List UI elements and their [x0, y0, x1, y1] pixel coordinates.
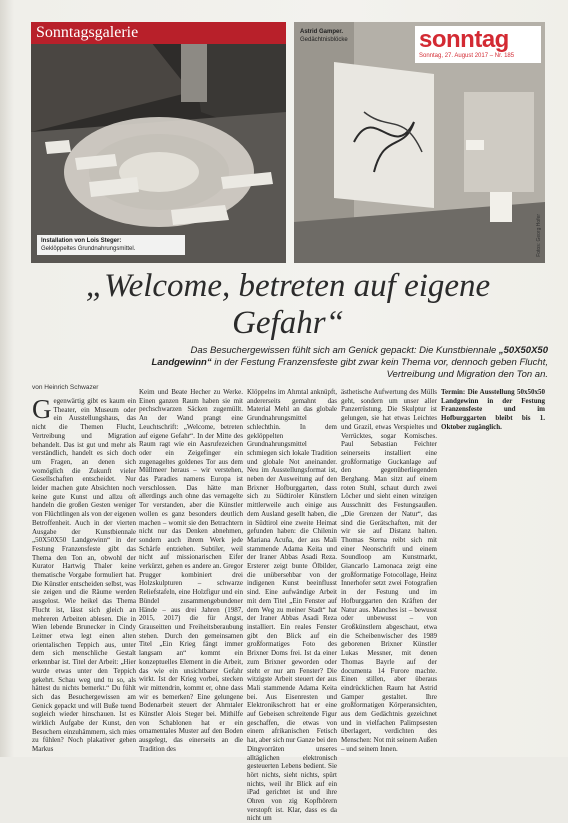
- column-2-text: Keim und Beate Hecher zu Werke. Einen ganzen Raum haben sie mit pechschwarzen Säcken zugemüllt. An der Wand prangt eine Leuchtschrift: „Welcome, betreten auf eigene Gefahr“. In der Mitte des Raum ragt wie ein Aasrufezeichen oder ein Zeigefinger ein zugenageltes goldenes Tor aus dem Müllmeer heraus – wir verstehen, das Paradies namens Europa ist verschlossen. Das hätte man allerdings auch ohne das vernagelte Tor verstanden, aber die Künstler wollen es ganz besonders deutlich machen – womit sie den Betrachtern nicht nur das Denken abnehmen, sondern auch ihrem Werk jede Schärfe entziehen. Subtiler, weil nicht auf missionarischen Eifer verkürzt, gehen es andere an. Gregor Prugger kombiniert drei Holzskulpturen – schwarze Reliefstafeln, eine Holzfigur und ein Bündel zusammengebundener Hände – aus drei Jahren (1987, 2015, 2017) die für Angst, Grauseitten und Freiheitsberaubung stehen. Durch den gemeinsamen Titel „Ein Krieg fängt immer langsam an“ kommt ein konzeptuelles Element in die Arbeit, das wie ein unsichtbarer Gefahr wirkt. Ist der Krieg vorbei, stecken wir mittendrin, kommt er, ohne dass wir es bemerken? Eine gelungene Bodenarbeit steuert der Ahrntaler Künstler Alois Steger bei. Mithilfe von Schablonen hat er ein ornamentales Muster auf den Boden ausgelegt, das einerseits an die Tradition des: [139, 388, 243, 753]
- article-headline: „Welcome, betreten auf eigene Gefahr“: [85, 268, 491, 341]
- article-column-3: [247, 388, 337, 823]
- photo-caption-left: [37, 235, 185, 255]
- article-author: von Heinrich Schwazer: [32, 384, 99, 391]
- floor-installation-image: [31, 22, 286, 263]
- caption-text-right: Gedächtnisblöcke: [300, 37, 348, 43]
- photo-caption-right: [300, 28, 348, 44]
- subhead-lead: Das Besuchergewissen fühlt sich am Genick gepackt: Die Kunstbiennale: [190, 345, 497, 356]
- article-column-1: [32, 394, 136, 757]
- section-tag: Sonntagsgalerie: [31, 22, 286, 44]
- caption-title-left: Installation von Lois Steger:: [41, 238, 122, 244]
- column-3-text: Klöppelns im Ahrntal anknüpft, andererseits gemahnt das Material Mehl an das globale Grundnahrungsmittel schlechthin. In dem geklöppelten Grundnahrungsmittel schmiegen sich lokale Tradition und globale Not aneinander. Neu im Ausstellungsformat ist, neben der Ausweitung auf den Brixner Hofburggarten, dass sich zu Südtiroler Künstlern mittlerweile auch einige aus dem Ausland gesellt haben, die in Südtirol eine zweite Heimat gefunden haben: die Chilenin Mariana Acuña, der aus Mali stammende Adama Keita und der Iraner Abbas Asadi Reza. Ersterer zeigt bunte Ölbilder, die unübersehbar von der indigenen Kunst beeinflusst sind. Eine aufwändige Arbeit mit dem Titel „Ein Fenster auf dem Weg zu meiner Stadt“ hat der Iraner Abbas Asadi Reza installiert. Ein reales Fenster gibt den Blick auf ein großformatiges Foto des Brixner Doms frei. Ist da einer zum Brixner geworden oder steht er nur am Fenster? Die witzigste Arbeit steuert der aus Mali stammende Adama Keita bei. Aus Eisenresten und Elektronikschrott hat er eine auf Gebeisen schreitende Figur geschaffen, die etwas von einem afrikanischen Fetisch hat, aber sich nur Ganze bei den Dingvorräten unseres alltäglichen elektronisch gesteuerten Lebens bedient. Sie hört nichts, sieht nichts, spürt nichts, weil ihr Blick auf ein iPad gerichtet ist und ihre Ohren von zig Kopfhörern verstopft ist. Klar, dass es da nicht um: [247, 388, 337, 823]
- subhead-bold: „50X50X50 Landgewinn“: [151, 345, 548, 368]
- caption-title-right: Astrid Gamper.: [300, 29, 344, 35]
- article-column-5: [441, 388, 545, 748]
- column-4-text: ästhetische Aufwertung des Mülls geht, sondern um unser aller Panzerrüstung. Die Skulptur ist gelungen, sie hat etwas Leichtes und Grazil, etwas Verspieltes und Verrücktes, sogar Komisches. Paul Sebastian Feichter seinerseits installiert eine großformatige Guckanlage auf den gegenüberliegenden Berghang. Man sitzt auf einem roten Stuhl, schaut durch zwei Löcher und sieht einen winzigen Ausschnitt des Festungsaußen. „Die Grenzen der Natur“, das sind die Gerätschaften, mit der wir sie auf Distanz halten. Thomas Sterna reibt sich mit einer Neonschrift und einem Soundloop am Kunstmarkt, Giancarlo Lamonaca zeigt eine großformatige Fotocollage, Heinz Innerhofer setzt zwei Fotografien in der Festung und im Hofburggarten den Kräften der Natur aus. Manches ist – bewusst oder unbewusst – von Großkünstlern abgeschaut, etwa die Scheibenwischer des 1989 geborenen Brixner Künstler Lukas Messner, mit denen Thomas Bayrle auf der documenta 14 Furore machte. Einen stillen, aber überaus eindrücklichen Raum hat Astrid Gamper gestaltet. Ihre großformatigen Körperansichten, aus dem Gedächtnis gezeichnet und in vielfachen Palimpsesten überlagert, verdichten des Menschen: Not mit seinem Außen – und seinem Innen.: [341, 388, 437, 753]
- masthead: [415, 26, 541, 63]
- subhead-rest: in der Festung Franzensfeste gibt zwar kein Thema vor, dennoch geben Flucht, Vertreibung und Migration den Ton an.: [214, 357, 548, 380]
- article-subhead: [150, 345, 548, 381]
- masthead-title: sonntag: [419, 26, 509, 53]
- masthead-date: Sonntag, 27. August 2017 – Nr. 185: [419, 53, 515, 59]
- installation-photo-left: [31, 22, 286, 263]
- drop-cap: G: [32, 394, 52, 424]
- photo-credit: Fotos: Georg Hofer: [536, 214, 542, 257]
- column-1-text: egenwärtig gibt es kaum ein Theater, ein Museum oder ein Ausstellungshaus, das nicht die Themen Flucht, Vertreibung und Migration behandelt. Das ist gut und mehr als verständlich, handelt es sich doch um Fragen, an denen sich womöglich die Zukunft vieler Gesellschaften entscheidet. Nur leider machen gute Absichten noch keine gute Kunst und allzu oft handeln die großen Gesten weniger von Flüchtlingen als von der eigenen Betroffenheit. Auch in der vierten Ausgabe der Kunstbiennale „50X50X50 Landgewinn“ in der Festung Franzensfeste gibt das Thema den Ton an, obwohl der Kurator Hartwig Thaler keine thematische Vorgabe formuliert hat. Die Künstler entscheiden selbst, was sie zeigen und die Räume werden ausgelost. Wie heikel das Thema Flucht ist, lässt sich gleich an mehreren Arbeiten ablesen. Die in Wien lebende Brunecker in Cindy Leitner etwa legt einen alten orientalischen Teppich aus, unter dem sich menschliche Gestalt erkennbar ist. Titel der Arbeit: „Hier wurde etwas unter den Teppich gekehrt. Schau weg und tu so, als hättest du nichts bemerkt.“ Du fühlt sich das Besuchergewissen am Genick gepackt und will Buße tuend sogleich wieder hinschauen. Ist es wirklich Aufgabe der Kunst, den Besuchern einzuhämmern, sich mies zu fühlen? Noch plakativer gehen Markus: [32, 397, 136, 754]
- article-column-4: [341, 388, 437, 753]
- installation-photo-right: [294, 22, 545, 263]
- caption-text-left: Geklöppeltes Grundnahrungsmittel.: [41, 246, 136, 252]
- exhibition-dates: Termin: Die Ausstellung 50x50x50 Landgewinn in der Festung Franzensfeste und im Hofburggarten bleibt bis 1. Oktober zugänglich.: [441, 388, 545, 431]
- article-column-2: [139, 388, 243, 753]
